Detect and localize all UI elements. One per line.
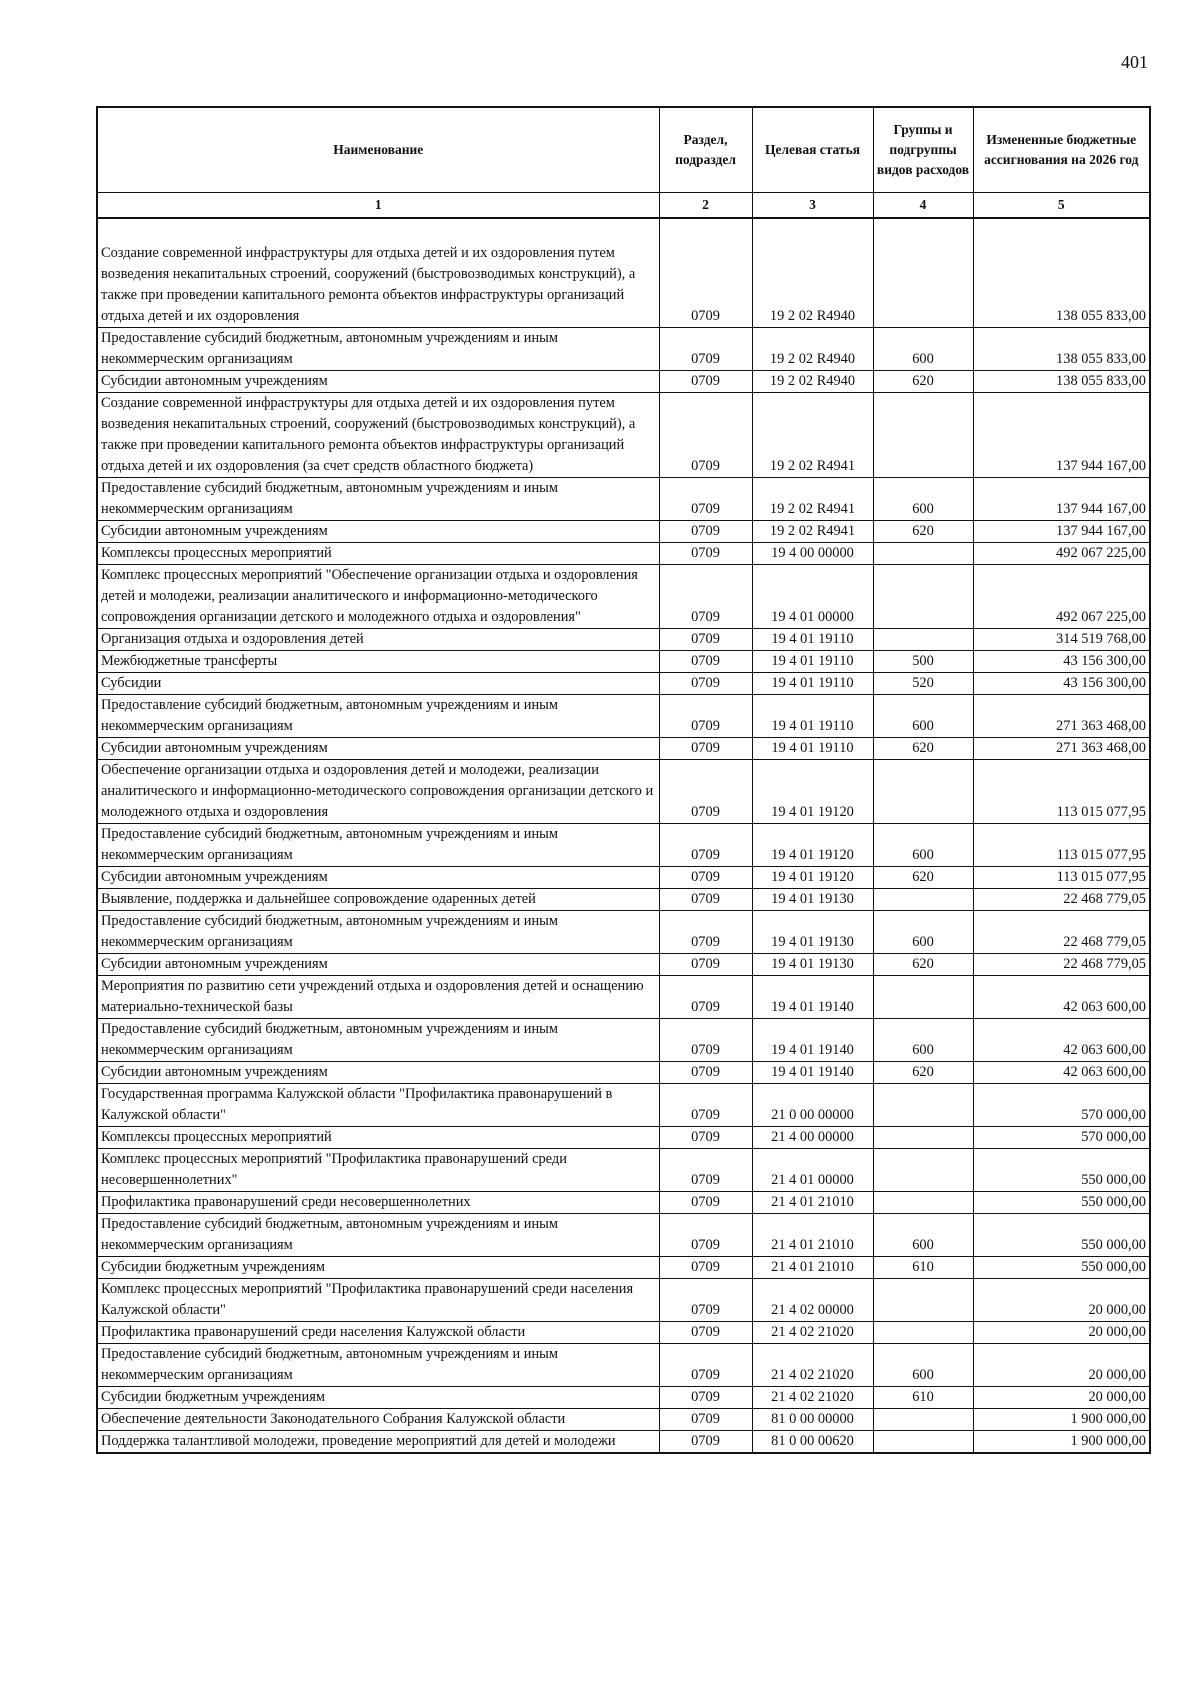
header-expense-group: Группы и подгруппы видов расходов xyxy=(873,107,973,193)
row-section: 0709 xyxy=(659,1192,752,1214)
row-article: 19 4 01 19130 xyxy=(752,954,873,976)
row-amount: 138 055 833,00 xyxy=(973,328,1150,371)
row-expense-group xyxy=(873,393,973,478)
row-name: Субсидии автономным учреждениям xyxy=(97,371,659,393)
row-section: 0709 xyxy=(659,867,752,889)
row-name: Профилактика правонарушений среди несовершеннолетних xyxy=(97,1192,659,1214)
row-section: 0709 xyxy=(659,1322,752,1344)
row-name: Предоставление субсидий бюджетным, автономным учреждениям и иным некоммерческим организациям xyxy=(97,824,659,867)
row-section: 0709 xyxy=(659,1344,752,1387)
column-number: 4 xyxy=(873,193,973,219)
row-amount: 550 000,00 xyxy=(973,1257,1150,1279)
row-name: Выявление, поддержка и дальнейшее сопровождение одаренных детей xyxy=(97,889,659,911)
row-name: Субсидии автономным учреждениям xyxy=(97,867,659,889)
table-row xyxy=(97,243,1150,328)
table-row xyxy=(97,1257,1150,1279)
row-amount: 113 015 077,95 xyxy=(973,867,1150,889)
row-amount: 22 468 779,05 xyxy=(973,954,1150,976)
row-expense-group: 600 xyxy=(873,328,973,371)
table-row xyxy=(97,1084,1150,1127)
row-amount: 137 944 167,00 xyxy=(973,478,1150,521)
row-name: Обеспечение организации отдыха и оздоровления детей и молодежи, реализации аналитического и информационно-методического сопровождения организации детского и молодежного отдыха и оздоровления xyxy=(97,760,659,824)
row-section: 0709 xyxy=(659,478,752,521)
table-row xyxy=(97,543,1150,565)
row-expense-group: 500 xyxy=(873,651,973,673)
table-row xyxy=(97,521,1150,543)
row-article: 19 4 01 19110 xyxy=(752,673,873,695)
row-article: 19 4 01 19120 xyxy=(752,867,873,889)
row-section: 0709 xyxy=(659,911,752,954)
row-section: 0709 xyxy=(659,243,752,328)
row-name: Субсидии автономным учреждениям xyxy=(97,954,659,976)
row-article: 21 4 01 00000 xyxy=(752,1149,873,1192)
row-article: 21 4 01 21010 xyxy=(752,1192,873,1214)
row-name: Комплекс процессных мероприятий "Обеспечение организации отдыха и оздоровления детей и молодежи, реализации аналитического и информационно-методического сопровождения организации детского и молодежного отдыха и оздоровления" xyxy=(97,565,659,629)
table-row xyxy=(97,1019,1150,1062)
row-name: Предоставление субсидий бюджетным, автономным учреждениям и иным некоммерческим организациям xyxy=(97,911,659,954)
row-expense-group: 600 xyxy=(873,695,973,738)
budget-table xyxy=(96,106,1151,1454)
table-body xyxy=(97,218,1150,1453)
row-amount: 42 063 600,00 xyxy=(973,976,1150,1019)
row-expense-group: 610 xyxy=(873,1257,973,1279)
row-expense-group: 620 xyxy=(873,867,973,889)
row-article: 21 4 01 21010 xyxy=(752,1257,873,1279)
row-amount: 20 000,00 xyxy=(973,1344,1150,1387)
row-section: 0709 xyxy=(659,954,752,976)
table-row xyxy=(97,824,1150,867)
table-row xyxy=(97,1431,1150,1454)
row-expense-group xyxy=(873,565,973,629)
row-section: 0709 xyxy=(659,1257,752,1279)
row-section: 0709 xyxy=(659,1127,752,1149)
row-article: 19 2 02 R4941 xyxy=(752,478,873,521)
row-expense-group xyxy=(873,1431,973,1454)
row-expense-group: 600 xyxy=(873,1344,973,1387)
table-row xyxy=(97,695,1150,738)
row-article: 19 4 01 19140 xyxy=(752,1019,873,1062)
row-article: 21 4 02 00000 xyxy=(752,1279,873,1322)
row-section: 0709 xyxy=(659,673,752,695)
table-row xyxy=(97,1279,1150,1322)
row-article: 19 2 02 R4941 xyxy=(752,521,873,543)
column-number: 5 xyxy=(973,193,1150,219)
row-article: 19 4 01 19110 xyxy=(752,629,873,651)
row-amount: 113 015 077,95 xyxy=(973,760,1150,824)
row-expense-group xyxy=(873,1149,973,1192)
table-row xyxy=(97,954,1150,976)
table-row xyxy=(97,328,1150,371)
row-name: Субсидии автономным учреждениям xyxy=(97,521,659,543)
row-name: Предоставление субсидий бюджетным, автономным учреждениям и иным некоммерческим организациям xyxy=(97,1214,659,1257)
row-amount: 20 000,00 xyxy=(973,1279,1150,1322)
row-article: 19 4 01 19130 xyxy=(752,889,873,911)
row-section: 0709 xyxy=(659,695,752,738)
row-name: Субсидии автономным учреждениям xyxy=(97,1062,659,1084)
row-article: 81 0 00 00000 xyxy=(752,1409,873,1431)
row-section: 0709 xyxy=(659,651,752,673)
table-row xyxy=(97,673,1150,695)
row-name: Государственная программа Калужской области "Профилактика правонарушений в Калужской области" xyxy=(97,1084,659,1127)
row-amount: 42 063 600,00 xyxy=(973,1062,1150,1084)
row-expense-group xyxy=(873,760,973,824)
row-expense-group xyxy=(873,1127,973,1149)
row-section: 0709 xyxy=(659,328,752,371)
row-section: 0709 xyxy=(659,543,752,565)
table-row xyxy=(97,1214,1150,1257)
row-article: 21 4 02 21020 xyxy=(752,1344,873,1387)
row-name: Создание современной инфраструктуры для отдыха детей и их оздоровления путем возведения некапитальных строений, сооружений (быстровозводимых конструкций), а также при проведении капитального ремонта объектов инфраструктуры организаций отдыха детей и их оздоровления (за счет средств областного бюджета) xyxy=(97,393,659,478)
row-expense-group: 620 xyxy=(873,954,973,976)
table-row xyxy=(97,911,1150,954)
table-row xyxy=(97,1192,1150,1214)
row-expense-group xyxy=(873,1409,973,1431)
row-name: Предоставление субсидий бюджетным, автономным учреждениям и иным некоммерческим организациям xyxy=(97,1344,659,1387)
row-name: Комплексы процессных мероприятий xyxy=(97,1127,659,1149)
row-amount: 137 944 167,00 xyxy=(973,521,1150,543)
row-article: 19 4 01 00000 xyxy=(752,565,873,629)
row-article: 19 2 02 R4941 xyxy=(752,393,873,478)
row-expense-group: 520 xyxy=(873,673,973,695)
row-expense-group xyxy=(873,1192,973,1214)
row-name: Субсидии бюджетным учреждениям xyxy=(97,1257,659,1279)
row-amount: 1 900 000,00 xyxy=(973,1409,1150,1431)
row-expense-group: 600 xyxy=(873,911,973,954)
row-amount: 43 156 300,00 xyxy=(973,673,1150,695)
table-row xyxy=(97,1062,1150,1084)
row-section: 0709 xyxy=(659,738,752,760)
table-row xyxy=(97,976,1150,1019)
row-name: Предоставление субсидий бюджетным, автономным учреждениям и иным некоммерческим организациям xyxy=(97,695,659,738)
row-section: 0709 xyxy=(659,629,752,651)
row-name: Межбюджетные трансферты xyxy=(97,651,659,673)
row-expense-group: 610 xyxy=(873,1387,973,1409)
row-section: 0709 xyxy=(659,1214,752,1257)
row-amount: 492 067 225,00 xyxy=(973,543,1150,565)
table-row xyxy=(97,889,1150,911)
table-row xyxy=(97,867,1150,889)
row-article: 19 4 01 19140 xyxy=(752,976,873,1019)
row-name: Комплекс процессных мероприятий "Профилактика правонарушений среди населения Калужской области" xyxy=(97,1279,659,1322)
row-section: 0709 xyxy=(659,760,752,824)
row-section: 0709 xyxy=(659,1409,752,1431)
row-article: 19 4 01 19110 xyxy=(752,651,873,673)
row-amount: 138 055 833,00 xyxy=(973,243,1150,328)
row-expense-group: 620 xyxy=(873,521,973,543)
row-section: 0709 xyxy=(659,1387,752,1409)
row-expense-group: 620 xyxy=(873,371,973,393)
row-amount: 42 063 600,00 xyxy=(973,1019,1150,1062)
row-article: 19 4 01 19110 xyxy=(752,695,873,738)
table-row xyxy=(97,760,1150,824)
row-section: 0709 xyxy=(659,824,752,867)
table-column-numbers-row xyxy=(97,193,1150,219)
row-expense-group xyxy=(873,1279,973,1322)
row-name: Обеспечение деятельности Законодательного Собрания Калужской области xyxy=(97,1409,659,1431)
spacer-row xyxy=(97,218,1150,243)
row-section: 0709 xyxy=(659,393,752,478)
row-expense-group xyxy=(873,889,973,911)
row-expense-group xyxy=(873,1322,973,1344)
page-number: 401 xyxy=(1121,52,1148,72)
row-name: Организация отдыха и оздоровления детей xyxy=(97,629,659,651)
row-expense-group xyxy=(873,976,973,1019)
row-amount: 113 015 077,95 xyxy=(973,824,1150,867)
row-amount: 138 055 833,00 xyxy=(973,371,1150,393)
row-article: 19 4 01 19120 xyxy=(752,824,873,867)
row-amount: 20 000,00 xyxy=(973,1322,1150,1344)
row-amount: 22 468 779,05 xyxy=(973,911,1150,954)
row-article: 21 4 00 00000 xyxy=(752,1127,873,1149)
row-expense-group: 600 xyxy=(873,824,973,867)
row-name: Комплекс процессных мероприятий "Профилактика правонарушений среди несовершеннолетних" xyxy=(97,1149,659,1192)
row-expense-group: 600 xyxy=(873,1214,973,1257)
header-name: Наименование xyxy=(97,107,659,193)
row-amount: 550 000,00 xyxy=(973,1192,1150,1214)
row-article: 19 2 02 R4940 xyxy=(752,371,873,393)
row-name: Субсидии бюджетным учреждениям xyxy=(97,1387,659,1409)
row-article: 21 4 01 21010 xyxy=(752,1214,873,1257)
row-name: Создание современной инфраструктуры для отдыха детей и их оздоровления путем возведения некапитальных строений, сооружений (быстровозводимых конструкций), а также при проведении капитального ремонта объектов инфраструктуры организаций отдыха детей и их оздоровления xyxy=(97,243,659,328)
row-article: 19 2 02 R4940 xyxy=(752,243,873,328)
row-amount: 550 000,00 xyxy=(973,1149,1150,1192)
row-article: 19 4 01 19130 xyxy=(752,911,873,954)
column-number: 3 xyxy=(752,193,873,219)
row-article: 21 4 02 21020 xyxy=(752,1322,873,1344)
table-row xyxy=(97,1149,1150,1192)
table-header-row xyxy=(97,107,1150,193)
row-section: 0709 xyxy=(659,1149,752,1192)
row-section: 0709 xyxy=(659,565,752,629)
row-section: 0709 xyxy=(659,1019,752,1062)
column-number: 2 xyxy=(659,193,752,219)
row-article: 19 4 01 19120 xyxy=(752,760,873,824)
header-article: Целевая статья xyxy=(752,107,873,193)
row-article: 81 0 00 00620 xyxy=(752,1431,873,1454)
row-amount: 271 363 468,00 xyxy=(973,695,1150,738)
row-section: 0709 xyxy=(659,1431,752,1454)
row-amount: 570 000,00 xyxy=(973,1127,1150,1149)
table-row xyxy=(97,1322,1150,1344)
row-name: Профилактика правонарушений среди населения Калужской области xyxy=(97,1322,659,1344)
row-article: 19 2 02 R4940 xyxy=(752,328,873,371)
row-amount: 137 944 167,00 xyxy=(973,393,1150,478)
row-section: 0709 xyxy=(659,1062,752,1084)
table-row xyxy=(97,1409,1150,1431)
row-expense-group: 620 xyxy=(873,738,973,760)
row-amount: 20 000,00 xyxy=(973,1387,1150,1409)
table-row xyxy=(97,478,1150,521)
row-amount: 271 363 468,00 xyxy=(973,738,1150,760)
row-name: Субсидии xyxy=(97,673,659,695)
row-section: 0709 xyxy=(659,889,752,911)
row-article: 21 0 00 00000 xyxy=(752,1084,873,1127)
table-row xyxy=(97,651,1150,673)
row-amount: 1 900 000,00 xyxy=(973,1431,1150,1454)
row-section: 0709 xyxy=(659,976,752,1019)
table-row xyxy=(97,371,1150,393)
row-expense-group: 600 xyxy=(873,478,973,521)
row-name: Предоставление субсидий бюджетным, автономным учреждениям и иным некоммерческим организациям xyxy=(97,1019,659,1062)
header-section: Раздел, подраздел xyxy=(659,107,752,193)
row-article: 21 4 02 21020 xyxy=(752,1387,873,1409)
table-row xyxy=(97,738,1150,760)
row-amount: 570 000,00 xyxy=(973,1084,1150,1127)
row-section: 0709 xyxy=(659,521,752,543)
row-article: 19 4 00 00000 xyxy=(752,543,873,565)
row-expense-group xyxy=(873,1084,973,1127)
row-amount: 492 067 225,00 xyxy=(973,565,1150,629)
row-name: Поддержка талантливой молодежи, проведение мероприятий для детей и молодежи xyxy=(97,1431,659,1454)
row-section: 0709 xyxy=(659,371,752,393)
row-expense-group xyxy=(873,543,973,565)
row-amount: 43 156 300,00 xyxy=(973,651,1150,673)
row-name: Предоставление субсидий бюджетным, автономным учреждениям и иным некоммерческим организациям xyxy=(97,328,659,371)
row-section: 0709 xyxy=(659,1084,752,1127)
row-name: Комплексы процессных мероприятий xyxy=(97,543,659,565)
table-row xyxy=(97,393,1150,478)
row-section: 0709 xyxy=(659,1279,752,1322)
row-name: Предоставление субсидий бюджетным, автономным учреждениям и иным некоммерческим организациям xyxy=(97,478,659,521)
table-row xyxy=(97,1387,1150,1409)
table-row xyxy=(97,629,1150,651)
table-row xyxy=(97,1127,1150,1149)
row-article: 19 4 01 19140 xyxy=(752,1062,873,1084)
row-name: Мероприятия по развитию сети учреждений отдыха и оздоровления детей и оснащению материально-технической базы xyxy=(97,976,659,1019)
row-name: Субсидии автономным учреждениям xyxy=(97,738,659,760)
table-row xyxy=(97,1344,1150,1387)
table-row xyxy=(97,565,1150,629)
row-expense-group xyxy=(873,243,973,328)
row-amount: 314 519 768,00 xyxy=(973,629,1150,651)
header-amount: Измененные бюджетные ассигнования на 2026 год xyxy=(973,107,1150,193)
row-expense-group xyxy=(873,629,973,651)
row-amount: 22 468 779,05 xyxy=(973,889,1150,911)
row-article: 19 4 01 19110 xyxy=(752,738,873,760)
row-amount: 550 000,00 xyxy=(973,1214,1150,1257)
column-number: 1 xyxy=(97,193,659,219)
row-expense-group: 620 xyxy=(873,1062,973,1084)
row-expense-group: 600 xyxy=(873,1019,973,1062)
